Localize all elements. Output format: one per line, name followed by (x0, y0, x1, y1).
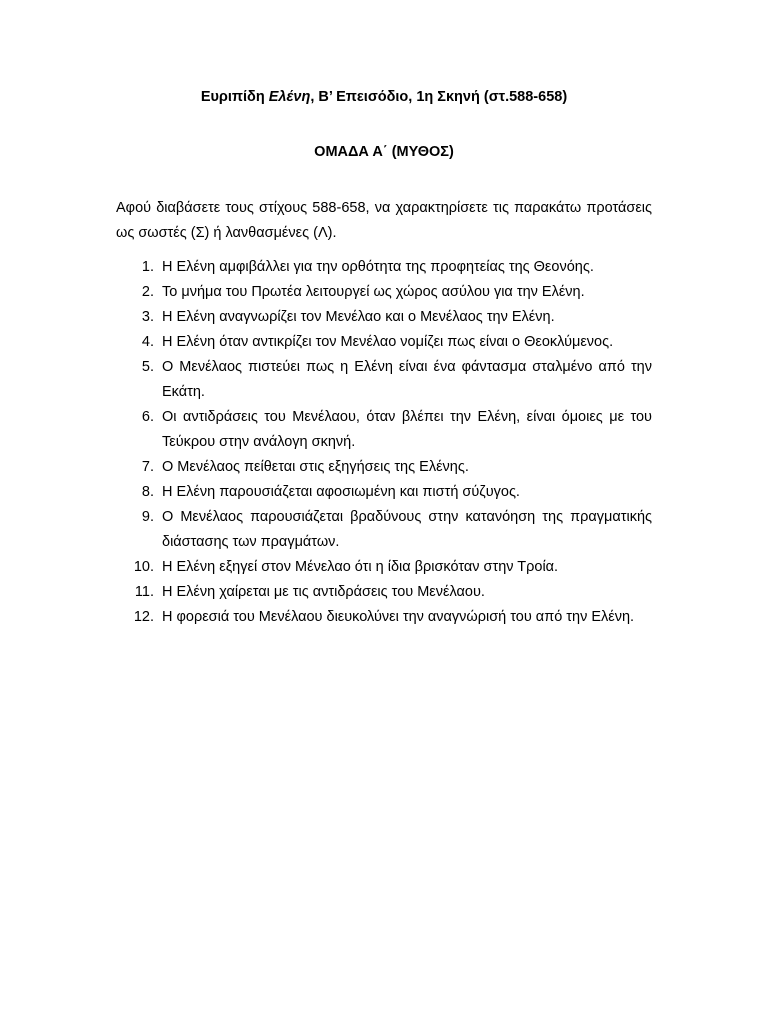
list-item (116, 605, 652, 630)
item-number: 4. (141, 334, 154, 350)
list-item (116, 355, 652, 405)
item-number: 2. (141, 284, 154, 300)
list-item (116, 405, 652, 455)
list-item (116, 330, 652, 355)
list-item (116, 280, 652, 305)
item-text: Η φορεσιά του Μενέλαου διευκολύνει την αναγνώρισή του από την Ελένη. (162, 609, 635, 625)
item-text: Οι αντιδράσεις του Μενέλαου, όταν βλέπει την Ελένη, είναι όμοιες με του Τεύκρου στην ανάλογη σκηνή. (162, 409, 652, 450)
item-number: 10. (133, 559, 154, 575)
item-number: 7. (141, 459, 154, 475)
item-text: Ο Μενέλαος πιστεύει πως η Ελένη είναι ένα φάντασμα σταλμένο από την Εκάτη. (162, 359, 652, 400)
item-text: Το μνήμα του Πρωτέα λειτουργεί ως χώρος ασύλου για την Ελένη. (162, 284, 585, 300)
list-item (116, 480, 652, 505)
item-text: Η Ελένη αναγνωρίζει τον Μενέλαο και ο Μενέλαος την Ελένη. (162, 309, 555, 325)
question-list (116, 255, 652, 630)
item-number: 5. (141, 359, 154, 375)
group-heading: ΟΜΑΔΑ Α΄ (ΜΥΘΟΣ) (314, 144, 454, 160)
item-text: Ο Μενέλαος πείθεται στις εξηγήσεις της Ελένης. (162, 459, 469, 475)
item-number: 1. (141, 259, 154, 275)
item-text: Ο Μενέλαος παρουσιάζεται βραδύνους στην κατανόηση της πραγματικής διάστασης των πραγμάτων. (162, 509, 652, 550)
item-number: 8. (141, 484, 154, 500)
item-text: Η Ελένη χαίρεται με τις αντιδράσεις του Μενέλαου. (162, 584, 485, 600)
list-item (116, 305, 652, 330)
document-title (0, 87, 768, 107)
list-item (116, 580, 652, 605)
item-text: Η Ελένη παρουσιάζεται αφοσιωμένη και πιστή σύζυγος. (162, 484, 520, 500)
title-author: Ευριπίδη (200, 89, 269, 105)
list-item (116, 505, 652, 555)
item-text: Η Ελένη εξηγεί στον Μένελαο ότι η ίδια βρισκόταν στην Τροία. (162, 559, 559, 575)
list-item (116, 555, 652, 580)
title-section: , Β’ Επεισόδιο, 1η Σκηνή (στ.588-658) (310, 89, 568, 105)
item-text: Η Ελένη όταν αντικρίζει τον Μενέλαο νομίζει πως είναι ο Θεοκλύμενος. (162, 334, 614, 350)
item-number: 12. (133, 609, 154, 625)
item-text: Η Ελένη αμφιβάλλει για την ορθότητα της προφητείας της Θεονόης. (162, 259, 594, 275)
item-number: 9. (141, 509, 154, 525)
instructions-paragraph: Αφού διαβάσετε τους στίχους 588-658, να χαρακτηρίσετε τις παρακάτω προτάσεις ως σωστές (Σ) ή λανθασμένες (Λ). (116, 200, 652, 241)
title-work: Ελένη (268, 89, 311, 105)
item-number: 6. (141, 409, 154, 425)
list-item (116, 255, 652, 280)
list-item (116, 455, 652, 480)
item-number: 11. (134, 584, 154, 600)
item-number: 3. (141, 309, 154, 325)
